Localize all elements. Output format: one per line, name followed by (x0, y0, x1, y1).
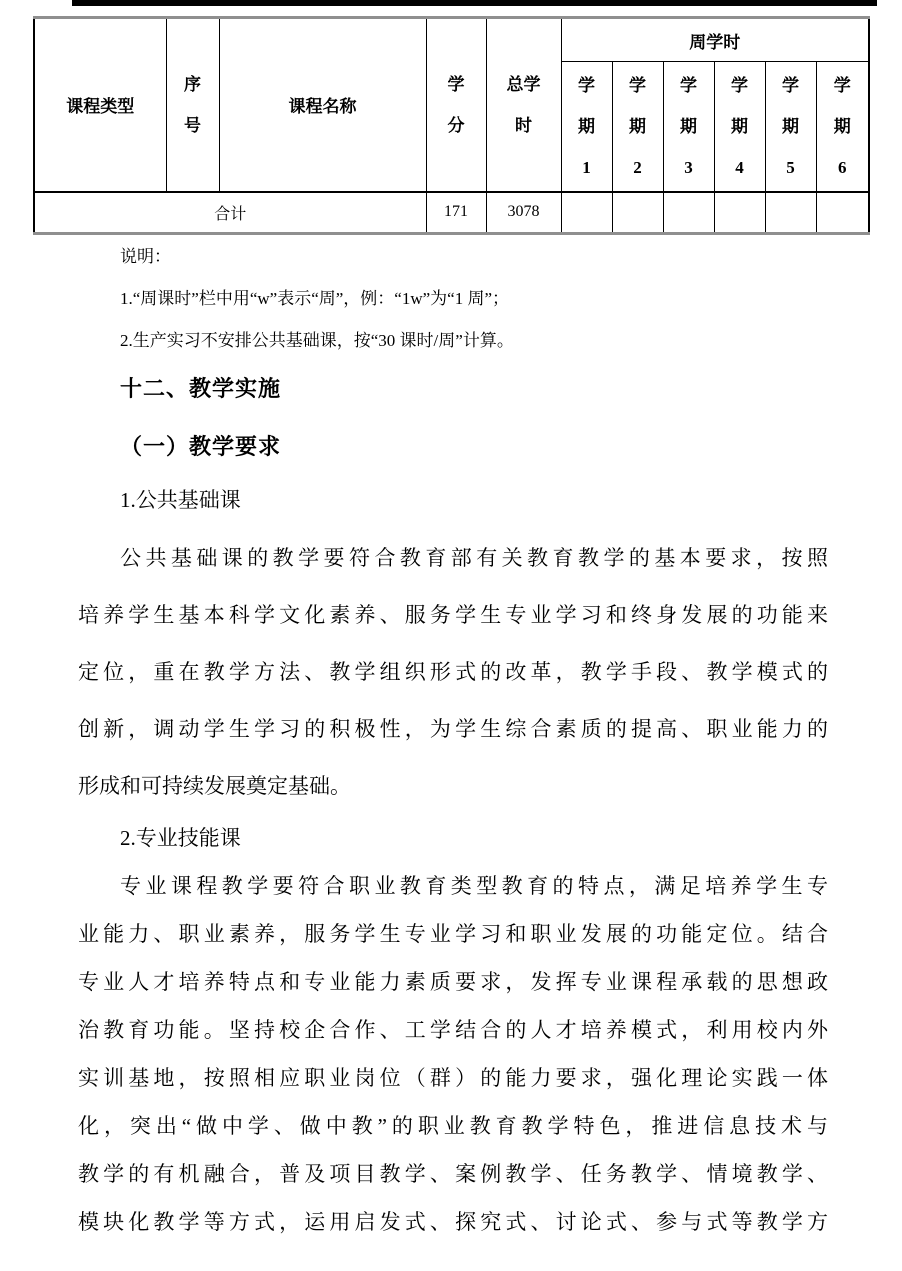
header-semester-4-label: 学期4 (730, 75, 748, 177)
paragraph-line: 模块化教学等方式，运用启发式、探究式、讨论式、参与式等教学方 (78, 1210, 828, 1234)
subheading-professional-skill-courses: 2.专业技能课 (120, 826, 241, 850)
total-row (34, 192, 869, 234)
total-semester-6-cell (816, 192, 869, 234)
total-semester-2-cell (612, 192, 663, 234)
notes-block (120, 236, 820, 362)
paragraph-line: 实训基地，按照相应职业岗位（群）的能力要求，强化理论实践一体 (78, 1066, 828, 1090)
header-weekly-hours: 周学时 (561, 18, 869, 62)
paragraph-line: 创新，调动学生学习的积极性，为学生综合素质的提高、职业能力的 (78, 717, 828, 741)
paragraph-professional-skill (78, 862, 828, 1246)
paragraph-line: 培养学生基本科学文化素养、服务学生专业学习和终身发展的功能来 (78, 603, 828, 627)
header-semester-2 (612, 62, 663, 192)
total-semester-4-cell (714, 192, 765, 234)
header-total-hours-label: 总学时 (506, 74, 541, 135)
curriculum-table-wrap (33, 16, 868, 235)
paragraph-public-basic (78, 530, 828, 815)
header-semester-1-label: 学期1 (577, 75, 595, 177)
header-semester-5-label: 学期5 (781, 75, 799, 177)
paragraph-line: 教学的有机融合，普及项目教学、案例教学、任务教学、情境教学、 (78, 1162, 828, 1186)
note-item-2: 2.生产实习不安排公共基础课，按“30 课时/周”计算。 (120, 331, 514, 350)
paragraph-line: 定位，重在教学方法、教学组织形式的改革，教学手段、教学模式的 (78, 660, 828, 684)
header-course-name: 课程名称 (219, 18, 426, 192)
header-semester-4 (714, 62, 765, 192)
subheading-public-basic-courses: 1.公共基础课 (120, 488, 241, 512)
header-total-hours (486, 18, 561, 192)
heading-teaching-implementation: 十二、教学实施 (120, 376, 282, 401)
total-credits-cell: 171 (426, 192, 486, 234)
total-hours-cell: 3078 (486, 192, 561, 234)
header-credits (426, 18, 486, 192)
header-course-type: 课程类型 (34, 18, 166, 192)
header-semester-3 (663, 62, 714, 192)
paragraph-line: 专业课程教学要符合职业教育类型教育的特点，满足培养学生专 (120, 874, 828, 898)
paragraph-line: 形成和可持续发展奠定基础。 (78, 774, 351, 798)
curriculum-table (33, 16, 870, 235)
header-semester-1 (561, 62, 612, 192)
total-semester-1-cell (561, 192, 612, 234)
header-semester-3-label: 学期3 (679, 75, 697, 177)
header-semester-6-label: 学期6 (833, 75, 851, 177)
note-item-1: 1.“周课时”栏中用“w”表示“周”，例：“1w”为“1 周”； (120, 289, 510, 308)
paragraph-line: 化，突出“做中学、做中教”的职业教育教学特色，推进信息技术与 (78, 1114, 828, 1138)
total-semester-3-cell (663, 192, 714, 234)
header-credits-label: 学分 (447, 74, 465, 135)
paragraph-line: 专业人才培养特点和专业能力素质要求，发挥专业课程承载的思想政 (78, 970, 828, 994)
paragraph-line: 公共基础课的教学要符合教育部有关教育教学的基本要求，按照 (120, 546, 828, 570)
heading-teaching-requirements: （一）教学要求 (120, 434, 282, 459)
header-semester-6 (816, 62, 869, 192)
paragraph-line: 治教育功能。坚持校企合作、工学结合的人才培养模式，利用校内外 (78, 1018, 828, 1042)
header-seq-no-label: 序号 (183, 74, 201, 135)
paragraph-line: 业能力、职业素养，服务学生专业学习和职业发展的功能定位。结合 (78, 922, 828, 946)
page-top-rule (72, 0, 877, 6)
header-seq-no (166, 18, 219, 192)
header-semester-2-label: 学期2 (628, 75, 646, 177)
total-label-cell: 合计 (34, 192, 426, 234)
notes-title: 说明： (120, 247, 171, 266)
total-semester-5-cell (765, 192, 816, 234)
header-semester-5 (765, 62, 816, 192)
